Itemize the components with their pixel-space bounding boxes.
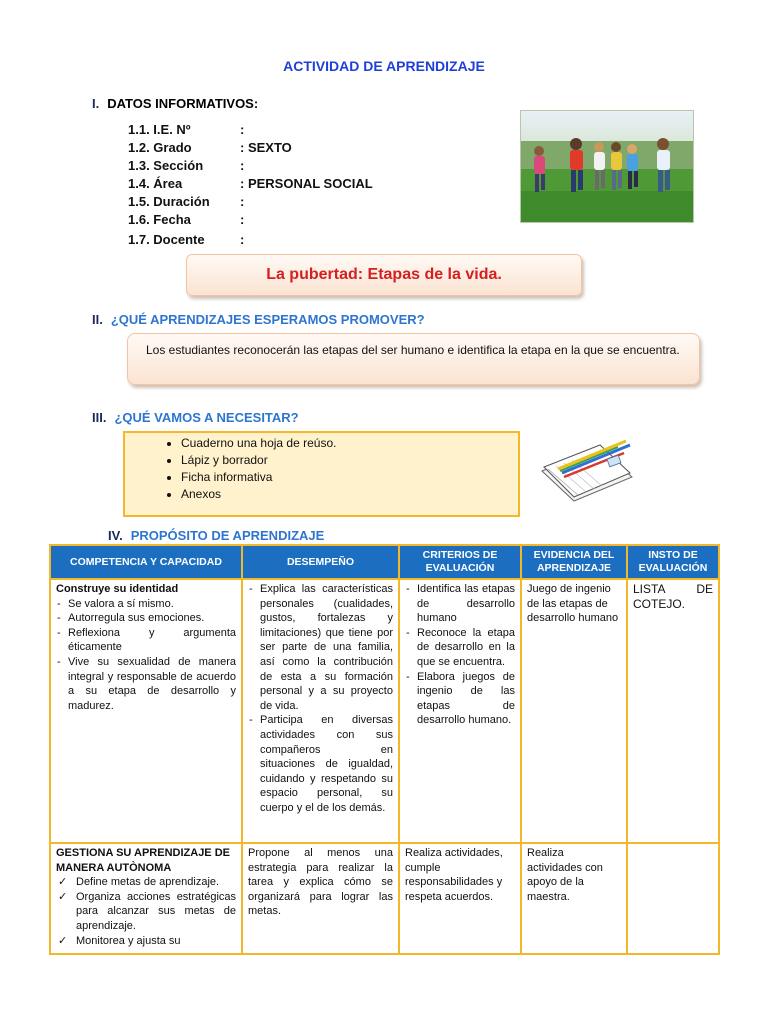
list-item: - Reconoce la etapa de desarrollo en la que se encuentra. bbox=[405, 626, 515, 670]
info-row-area: 1.4. Área : PERSONAL SOCIAL bbox=[128, 176, 373, 191]
competencia-title: GESTIONA SU APRENDIZAJE DE MANERA AUTÒNOMA bbox=[56, 847, 230, 874]
section-2-heading bbox=[92, 312, 425, 327]
notebook-pencils-icon bbox=[538, 431, 636, 503]
list-item: ✓ Define metas de aprendizaje. bbox=[56, 875, 236, 890]
criterios-cell: Realiza actividades, cumple responsabilidades y respeta acuerdos. bbox=[399, 843, 521, 954]
list-item: - Autorregula sus emociones. bbox=[56, 611, 236, 626]
info-row-docente: 1.7. Docente : bbox=[128, 232, 245, 247]
section-4-heading bbox=[108, 528, 324, 543]
evidencia-cell: Realiza actividades con apoyo de la maestra. bbox=[521, 843, 627, 954]
materials-item: • Anexos bbox=[181, 486, 518, 503]
section-3-title: ¿QUÉ VAMOS A NECESITAR? bbox=[114, 410, 299, 425]
instrumento-cell bbox=[627, 843, 719, 954]
header-instrumento: INSTO DE EVALUACIÓN bbox=[627, 545, 719, 579]
header-competencia: COMPETENCIA Y CAPACIDAD bbox=[50, 545, 242, 579]
materials-list bbox=[125, 435, 518, 503]
topic-title-box: La pubertad: Etapas de la vida. bbox=[186, 254, 582, 296]
list-item: ✓ Monitorea y ajusta su bbox=[56, 934, 236, 949]
learning-goal-text: Los estudiantes reconocerán las etapas del ser humano e identifica la etapa en la que se encuentra. bbox=[146, 343, 680, 357]
list-item: - Vive su sexualidad de manera integral y responsable de acuerdo a su etapa de desarrollo y madurez. bbox=[56, 655, 236, 713]
desempeno-cell bbox=[242, 579, 399, 843]
section-4-title: PROPÓSITO DE APRENDIZAJE bbox=[130, 528, 325, 543]
list-item: - Se valora a sí mismo. bbox=[56, 597, 236, 612]
section-2-title: ¿QUÉ APRENDIZAJES ESPERAMOS PROMOVER? bbox=[110, 312, 425, 327]
criterios-cell bbox=[399, 579, 521, 843]
table-row bbox=[50, 579, 719, 843]
instrumento-cell: LISTA DE COTEJO. bbox=[627, 579, 719, 843]
header-criterios: CRITERIOS DE EVALUACIÓN bbox=[399, 545, 521, 579]
section-4-number: IV. bbox=[108, 528, 123, 543]
info-row-fecha: 1.6. Fecha : bbox=[128, 212, 245, 227]
table-header-row bbox=[50, 545, 719, 579]
competencia-title: Construye su identidad bbox=[56, 583, 179, 595]
info-row-duracion: 1.5. Duración : bbox=[128, 194, 245, 209]
desempeno-cell: Propone al menos una estrategia para realizar la tarea y explica cómo se organizará para lograr las metas. bbox=[242, 843, 399, 954]
list-item: - Explica las características personales (cualidades, gustos, fortalezas y limitaciones) que tiene por ser parte de una familia, así como la contribución de esta a su formación personal y a su proyecto de vida. bbox=[248, 582, 393, 713]
info-row-ie: 1.1. I.E. Nº : bbox=[128, 122, 245, 137]
materials-item: • Ficha informativa bbox=[181, 469, 518, 486]
header-desempeno: DESEMPEÑO bbox=[242, 545, 399, 579]
document-title: ACTIVIDAD DE APRENDIZAJE bbox=[283, 58, 485, 74]
section-1-heading bbox=[92, 96, 258, 111]
children-running-photo bbox=[520, 110, 694, 223]
header-evidencia: EVIDENCIA DEL APRENDIZAJE bbox=[521, 545, 627, 579]
competencia-cell bbox=[50, 579, 242, 843]
list-item: - Elabora juegos de ingenio de las etapas de desarrollo humano. bbox=[405, 670, 515, 728]
evidencia-cell: Juego de ingenio de las etapas de desarrollo humano bbox=[521, 579, 627, 843]
materials-item: • Cuaderno una hoja de reúso. bbox=[181, 435, 518, 452]
materials-box bbox=[123, 431, 520, 517]
competencia-cell bbox=[50, 843, 242, 954]
section-1-title: DATOS INFORMATIVOS: bbox=[107, 96, 259, 111]
info-list bbox=[128, 122, 373, 250]
table-row bbox=[50, 843, 719, 954]
section-3-heading bbox=[92, 410, 299, 425]
info-row-seccion: 1.3. Sección : bbox=[128, 158, 245, 173]
section-1-number: I. bbox=[92, 96, 100, 111]
list-item: - Reflexiona y argumenta éticamente bbox=[56, 626, 236, 655]
section-2-number: II. bbox=[92, 312, 103, 327]
learning-goal-box bbox=[127, 333, 700, 385]
list-item: ✓ Organiza acciones estratégicas para alcanzar sus metas de aprendizaje. bbox=[56, 890, 236, 934]
materials-item: • Lápiz y borrador bbox=[181, 452, 518, 469]
list-item: - Identifica las etapas de desarrollo humano bbox=[405, 582, 515, 626]
learning-purpose-table bbox=[49, 544, 720, 955]
list-item: - Participa en diversas actividades con sus compañeros en situaciones de igualdad, cuidando y respetando su espacio personal, su cuerpo y el de los demás. bbox=[248, 713, 393, 815]
section-3-number: III. bbox=[92, 410, 107, 425]
info-row-grado: 1.2. Grado : SEXTO bbox=[128, 140, 292, 155]
